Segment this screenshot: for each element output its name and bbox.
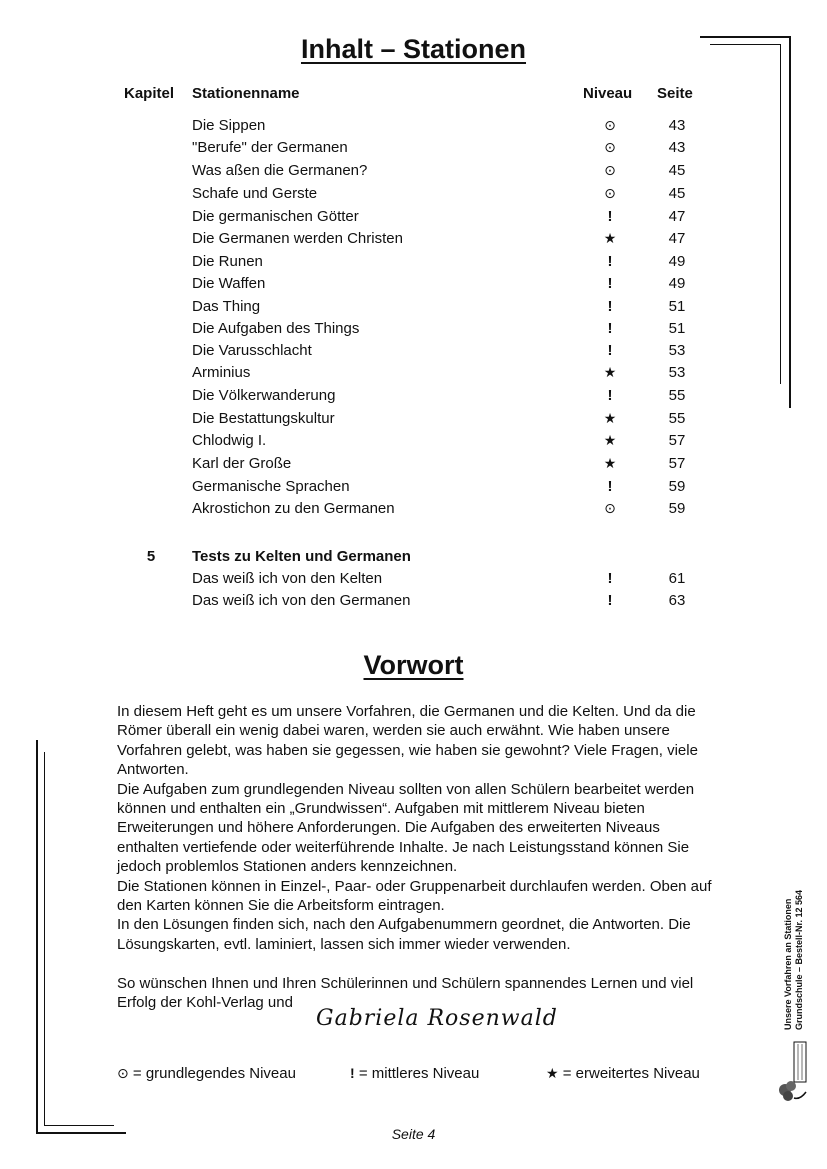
- toc-title: Inhalt – Stationen: [300, 34, 527, 64]
- level-advanced-icon: ★: [603, 410, 617, 426]
- level-basic-icon: ⊙: [604, 139, 616, 155]
- page-number: 43: [668, 139, 686, 156]
- station-name: Die Bestattungskultur: [192, 410, 335, 427]
- station-name: Die Völkerwanderung: [192, 387, 336, 404]
- station-name: Die Varusschlacht: [192, 342, 312, 359]
- page-number: 45: [668, 162, 686, 179]
- station-name: Karl der Große: [192, 455, 292, 472]
- station-name: Die Aufgaben des Things: [192, 320, 360, 337]
- toc-row: [0, 320, 827, 342]
- toc-row: [0, 478, 827, 500]
- station-name: Germanische Sprachen: [192, 478, 350, 495]
- toc-row: [0, 230, 827, 252]
- toc-row: [0, 162, 827, 184]
- page-number: 49: [668, 275, 686, 292]
- page-number: 61: [668, 570, 686, 587]
- page-number: 63: [668, 592, 686, 609]
- page-number: 53: [668, 364, 686, 381]
- level-medium-icon: !: [607, 298, 613, 315]
- toc-row: [0, 139, 827, 161]
- station-name: "Berufe" der Germanen: [192, 139, 348, 156]
- station-name: Die Germanen werden Christen: [192, 230, 403, 247]
- vorwort-title: Vorwort: [363, 650, 464, 680]
- frame-bottom-left-v2: [44, 752, 45, 1126]
- toc-row: [0, 208, 827, 230]
- page-number: 51: [668, 320, 686, 337]
- level-medium-icon: !: [607, 592, 613, 609]
- toc-row: [0, 500, 827, 522]
- level-medium-icon: !: [607, 253, 613, 270]
- vorwort-paragraph: In diesem Heft geht es um unsere Vorfahren, die Germanen und die Kelten. Und da die Römer überall ein wenig dabei waren, werden sie auch erwähnt. Wie haben unsere Vorfahren gelebt, was haben sie gegessen, wie haben sie gewohnt? Viele Fragen, viele Antworten.: [117, 703, 698, 779]
- legend-basic: [117, 1065, 296, 1082]
- page-number: 45: [668, 185, 686, 202]
- page-number: 55: [668, 410, 686, 427]
- toc-row: [0, 364, 827, 386]
- side-line-1: Unsere Vorfahren an Stationen: [783, 898, 793, 1030]
- page-number: 53: [668, 342, 686, 359]
- toc-row: [0, 570, 827, 592]
- level-medium-icon: !: [350, 1065, 355, 1081]
- level-medium-icon: !: [607, 208, 613, 225]
- header-kapitel: Kapitel: [124, 85, 175, 102]
- page-number: 47: [668, 230, 686, 247]
- toc-row: [0, 342, 827, 364]
- level-basic-icon: ⊙: [117, 1065, 129, 1081]
- station-name: Das weiß ich von den Kelten: [192, 570, 383, 587]
- page-number: 49: [668, 253, 686, 270]
- header-stationenname: Stationenname: [192, 85, 300, 102]
- level-basic-icon: ⊙: [604, 162, 616, 178]
- publisher-logo-icon: [776, 1040, 810, 1104]
- author-signature: Gabriela Rosenwald: [316, 1006, 558, 1031]
- page-footer: Seite 4: [391, 1126, 436, 1142]
- level-basic-icon: ⊙: [604, 500, 616, 516]
- legend-advanced: [546, 1065, 700, 1082]
- level-advanced-icon: ★: [603, 432, 617, 448]
- page-number: 57: [668, 432, 686, 449]
- toc-row: [0, 410, 827, 432]
- station-name: Was aßen die Germanen?: [192, 162, 368, 179]
- station-name: Die Sippen: [192, 117, 266, 134]
- side-line-2: Grundschule – Bestell-Nr. 12 564: [794, 889, 804, 1030]
- section-title: Tests zu Kelten und Germanen: [192, 548, 411, 565]
- station-name: Schafe und Gerste: [192, 185, 318, 202]
- toc-row: [0, 253, 827, 275]
- level-advanced-icon: ★: [603, 455, 617, 471]
- chapter-number: 5: [146, 548, 156, 565]
- vorwort-paragraph: Die Aufgaben zum grundlegenden Niveau sollten von allen Schülern bearbeitet werden können und enthalten ein „Grundwissen“. Aufgaben mit mittlerem Niveau bieten Erweiterungen und höhere Anforderungen. Die Aufgaben des erweiterten Niveaus enthalten vertiefende oder weiterführende Inhalte. Je nach Leistungsstand können Sie jedoch problemlos Stationen anders kennzeichnen.: [117, 780, 695, 876]
- side-publication-info: [783, 890, 805, 1030]
- toc-row: [0, 117, 827, 139]
- header-seite: Seite: [657, 85, 693, 102]
- level-advanced-icon: ★: [603, 230, 617, 246]
- level-medium-icon: !: [607, 342, 613, 359]
- level-basic-icon: ⊙: [604, 185, 616, 201]
- legend-medium-label: = mittleres Niveau: [358, 1065, 480, 1082]
- frame-bottom-left-v1: [36, 740, 38, 1134]
- toc-section-row: [0, 548, 827, 570]
- station-name: Chlodwig I.: [192, 432, 267, 449]
- toc-row: [0, 387, 827, 409]
- page-number: 57: [668, 455, 686, 472]
- page-number: 55: [668, 387, 686, 404]
- header-niveau: Niveau: [583, 85, 633, 102]
- legend-medium: [350, 1065, 479, 1082]
- level-medium-icon: !: [607, 320, 613, 337]
- level-advanced-icon: ★: [603, 364, 617, 380]
- station-name: Das Thing: [192, 298, 261, 315]
- level-basic-icon: ⊙: [604, 117, 616, 133]
- level-medium-icon: !: [607, 275, 613, 292]
- toc-row: [0, 455, 827, 477]
- vorwort-closing: So wünschen Ihnen und Ihren Schülerinnen und Schülern spannendes Lernen und viel Erfolg der Kohl-Verlag und: [117, 974, 694, 1012]
- page-number: 47: [668, 208, 686, 225]
- toc-row: [0, 432, 827, 454]
- legend-advanced-label: = erweitertes Niveau: [562, 1065, 700, 1082]
- legend-basic-label: = grundlegendes Niveau: [132, 1065, 296, 1082]
- station-name: Die Runen: [192, 253, 263, 270]
- level-advanced-icon: ★: [546, 1065, 559, 1081]
- level-medium-icon: !: [607, 387, 613, 404]
- toc-row: [0, 592, 827, 614]
- toc-row: [0, 185, 827, 207]
- page-number: 51: [668, 298, 686, 315]
- station-name: Die Waffen: [192, 275, 266, 292]
- page-number: 59: [668, 500, 686, 517]
- level-medium-icon: !: [607, 478, 613, 495]
- page-number: 43: [668, 117, 686, 134]
- station-name: Akrostichon zu den Germanen: [192, 500, 395, 517]
- station-name: Arminius: [192, 364, 251, 381]
- station-name: Die germanischen Götter: [192, 208, 359, 225]
- vorwort-paragraph: In den Lösungen finden sich, nach den Aufgabenummern geordnet, die Antworten. Die Lösungskarten, evtl. laminiert, lassen sich immer wieder verwenden.: [117, 916, 691, 953]
- page-number: 59: [668, 478, 686, 495]
- vorwort-paragraph: Die Stationen können in Einzel-, Paar- oder Gruppenarbeit durchlaufen werden. Oben auf den Karten können Sie die Arbeitsform eintragen.: [117, 877, 712, 915]
- station-name: Das weiß ich von den Germanen: [192, 592, 411, 609]
- level-medium-icon: !: [607, 570, 613, 587]
- toc-row: [0, 275, 827, 297]
- toc-row: [0, 298, 827, 320]
- vorwort-body: [117, 702, 717, 1012]
